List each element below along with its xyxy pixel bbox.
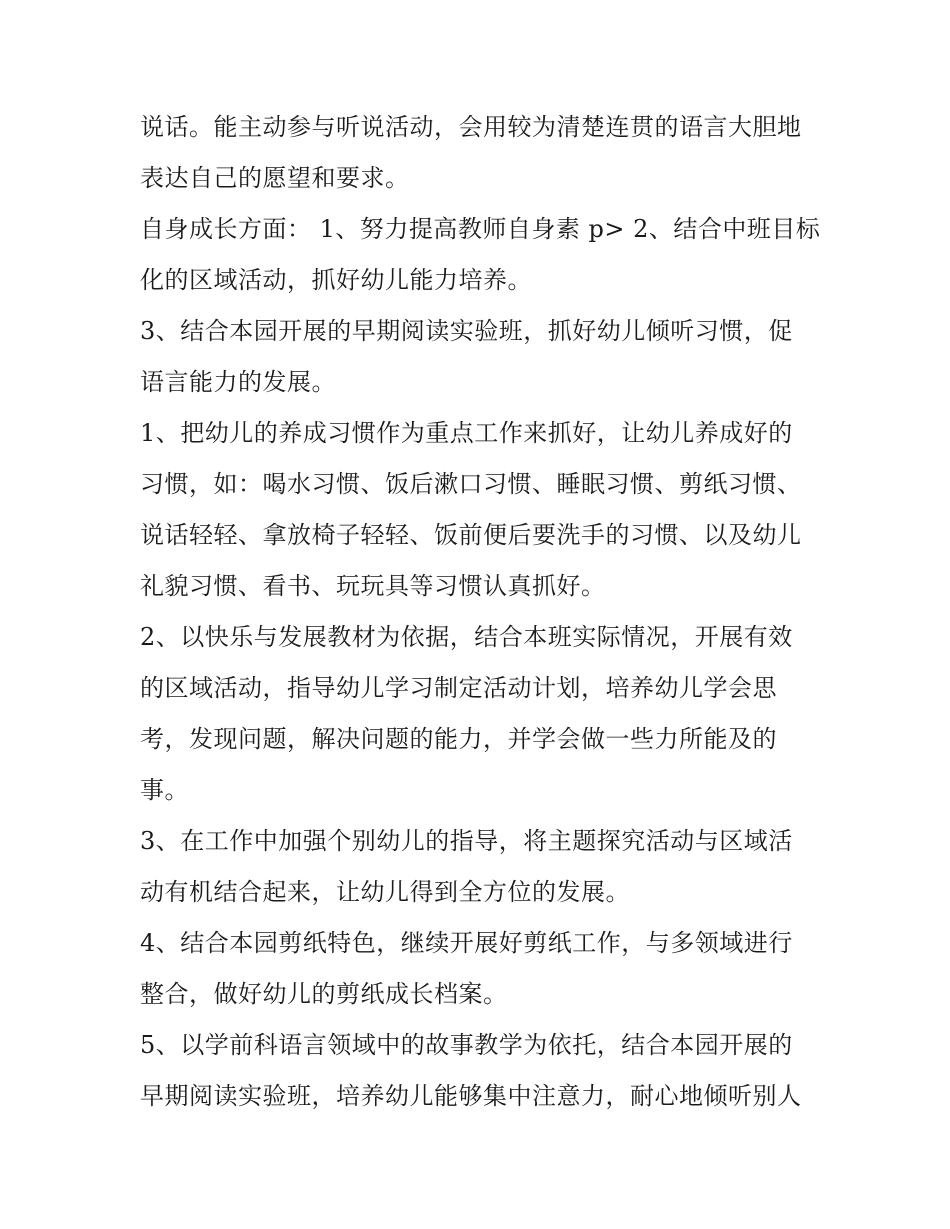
text-line: 的区域活动，指导幼儿学习制定活动计划，培养幼儿学会思 <box>140 674 777 702</box>
text-line: 礼貌习惯、看书、玩玩具等习惯认真抓好。 <box>140 572 606 600</box>
text-line: 自身成长方面： 1、努力提高教师自身素 p> 2、结合中班目标 <box>140 215 821 243</box>
text-line: 早期阅读实验班，培养幼儿能够集中注意力，耐心地倾听别人 <box>140 1082 802 1110</box>
text-line: 事。 <box>140 776 189 804</box>
paragraph-item-2-area-activities <box>140 612 820 816</box>
text-line: 动有机结合起来，让幼儿得到全方位的发展。 <box>140 878 630 906</box>
text-line: 3、结合本园开展的早期阅读实验班，抓好幼儿倾听习惯，促 <box>140 317 793 345</box>
text-line: 5、以学前科语言领域中的故事教学为依托，结合本园开展的 <box>140 1031 793 1059</box>
text-line: 3、在工作中加强个别幼儿的指导，将主题探究活动与区域活 <box>140 827 793 855</box>
text-line: 说话轻轻、拿放椅子轻轻、饭前便后要洗手的习惯、以及幼儿 <box>140 521 802 549</box>
text-line: 习惯，如：喝水习惯、饭后漱口习惯、睡眠习惯、剪纸习惯、 <box>140 470 802 498</box>
paragraph-speaking-goals <box>140 102 820 204</box>
text-line: 化的区域活动，抓好幼儿能力培养。 <box>140 266 532 294</box>
paragraph-early-reading <box>140 306 820 408</box>
paragraph-item-4-paper-cutting <box>140 918 820 1020</box>
text-line: 2、以快乐与发展教材为依据，结合本班实际情况，开展有效 <box>140 623 793 651</box>
text-line: 考，发现问题，解决问题的能力，并学会做一些力所能及的 <box>140 725 777 753</box>
text-line: 4、结合本园剪纸特色，继续开展好剪纸工作，与多领域进行 <box>140 929 793 957</box>
text-line: 语言能力的发展。 <box>140 368 336 396</box>
paragraph-self-growth <box>140 204 820 306</box>
paragraph-item-1-habits <box>140 408 820 612</box>
text-line: 表达自己的愿望和要求。 <box>140 164 410 192</box>
text-line: 说话。能主动参与听说活动，会用较为清楚连贯的语言大胆地 <box>140 113 802 141</box>
text-line: 1、把幼儿的养成习惯作为重点工作来抓好，让幼儿养成好的 <box>140 419 793 447</box>
paragraph-item-3-individual-guidance <box>140 816 820 918</box>
text-line: 整合，做好幼儿的剪纸成长档案。 <box>140 980 508 1008</box>
paragraph-item-5-story-teaching <box>140 1020 820 1122</box>
